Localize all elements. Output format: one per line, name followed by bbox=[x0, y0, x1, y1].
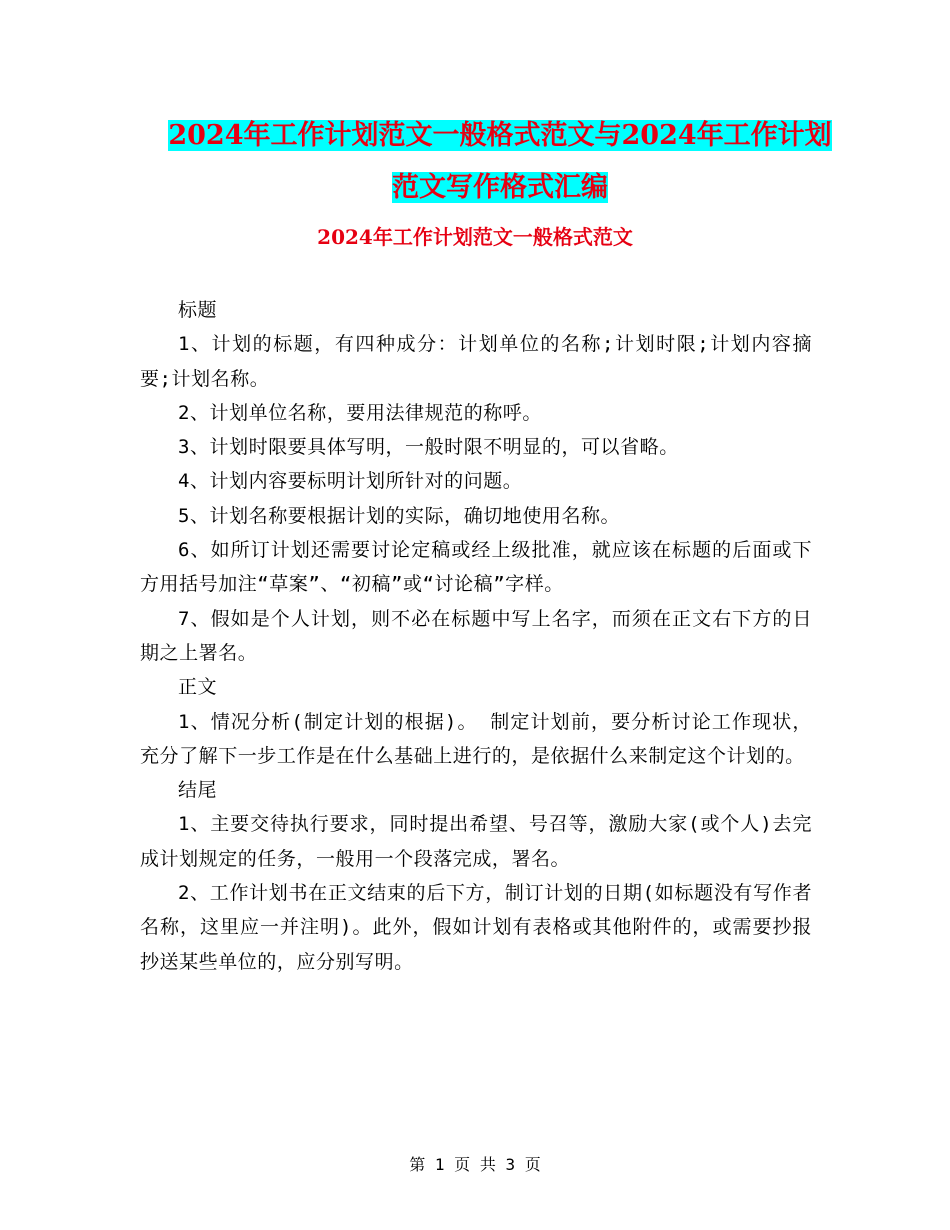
page-footer bbox=[0, 1154, 950, 1176]
paragraph: 1、情况分析(制定计划的根据)。 制定计划前，要分析讨论工作现状，充分了解下一步工作是在什么基础上进行的，是依据什么来制定这个计划的。 bbox=[140, 710, 812, 767]
paragraph: 4、计划内容要标明计划所针对的问题。 bbox=[178, 470, 523, 493]
paragraph: 2、计划单位名称，要用法律规范的称呼。 bbox=[178, 401, 542, 424]
paragraph-heading-title: 标题 bbox=[178, 299, 218, 321]
paragraph: 3、计划时限要具体写明，一般时限不明显的，可以省略。 bbox=[178, 436, 679, 459]
section-title: 2024年工作计划范文一般格式范文 bbox=[317, 225, 633, 249]
document-title bbox=[140, 110, 860, 214]
paragraph: 1、计划的标题，有四种成分：计划单位的名称;计划时限;计划内容摘要;计划名称。 bbox=[140, 333, 812, 390]
document-body bbox=[140, 293, 812, 979]
paragraph-heading-ending: 结尾 bbox=[178, 779, 218, 802]
paragraph: 2、工作计划书在正文结束的后下方，制订计划的日期(如标题没有写作者名称，这里应一并注明)。此外，假如计划有表格或其他附件的，或需要抄报抄送某些单位的，应分别写明。 bbox=[140, 882, 812, 973]
paragraph-heading-body: 正文 bbox=[178, 676, 218, 699]
paragraph: 7、假如是个人计划，则不必在标题中写上名字，而须在正文右下方的日期之上署名。 bbox=[140, 607, 812, 664]
document-title-line-2: 范文写作格式汇编 bbox=[392, 172, 608, 203]
document-title-line-1: 2024年工作计划范文一般格式范文与2024年工作计划 bbox=[168, 120, 832, 151]
paragraph: 1、主要交待执行要求，同时提出希望、号召等，激励大家(或个人)去完成计划规定的任务，一般用一个段落完成，署名。 bbox=[140, 813, 812, 870]
paragraph: 6、如所订计划还需要讨论定稿或经上级批准，就应该在标题的后面或下方用括号加注“草案”、“初稿”或“讨论稿”字样。 bbox=[140, 539, 812, 596]
paragraph: 5、计划名称要根据计划的实际，确切地使用名称。 bbox=[178, 504, 621, 527]
page-number: 第 1 页 共 3 页 bbox=[409, 1155, 541, 1174]
